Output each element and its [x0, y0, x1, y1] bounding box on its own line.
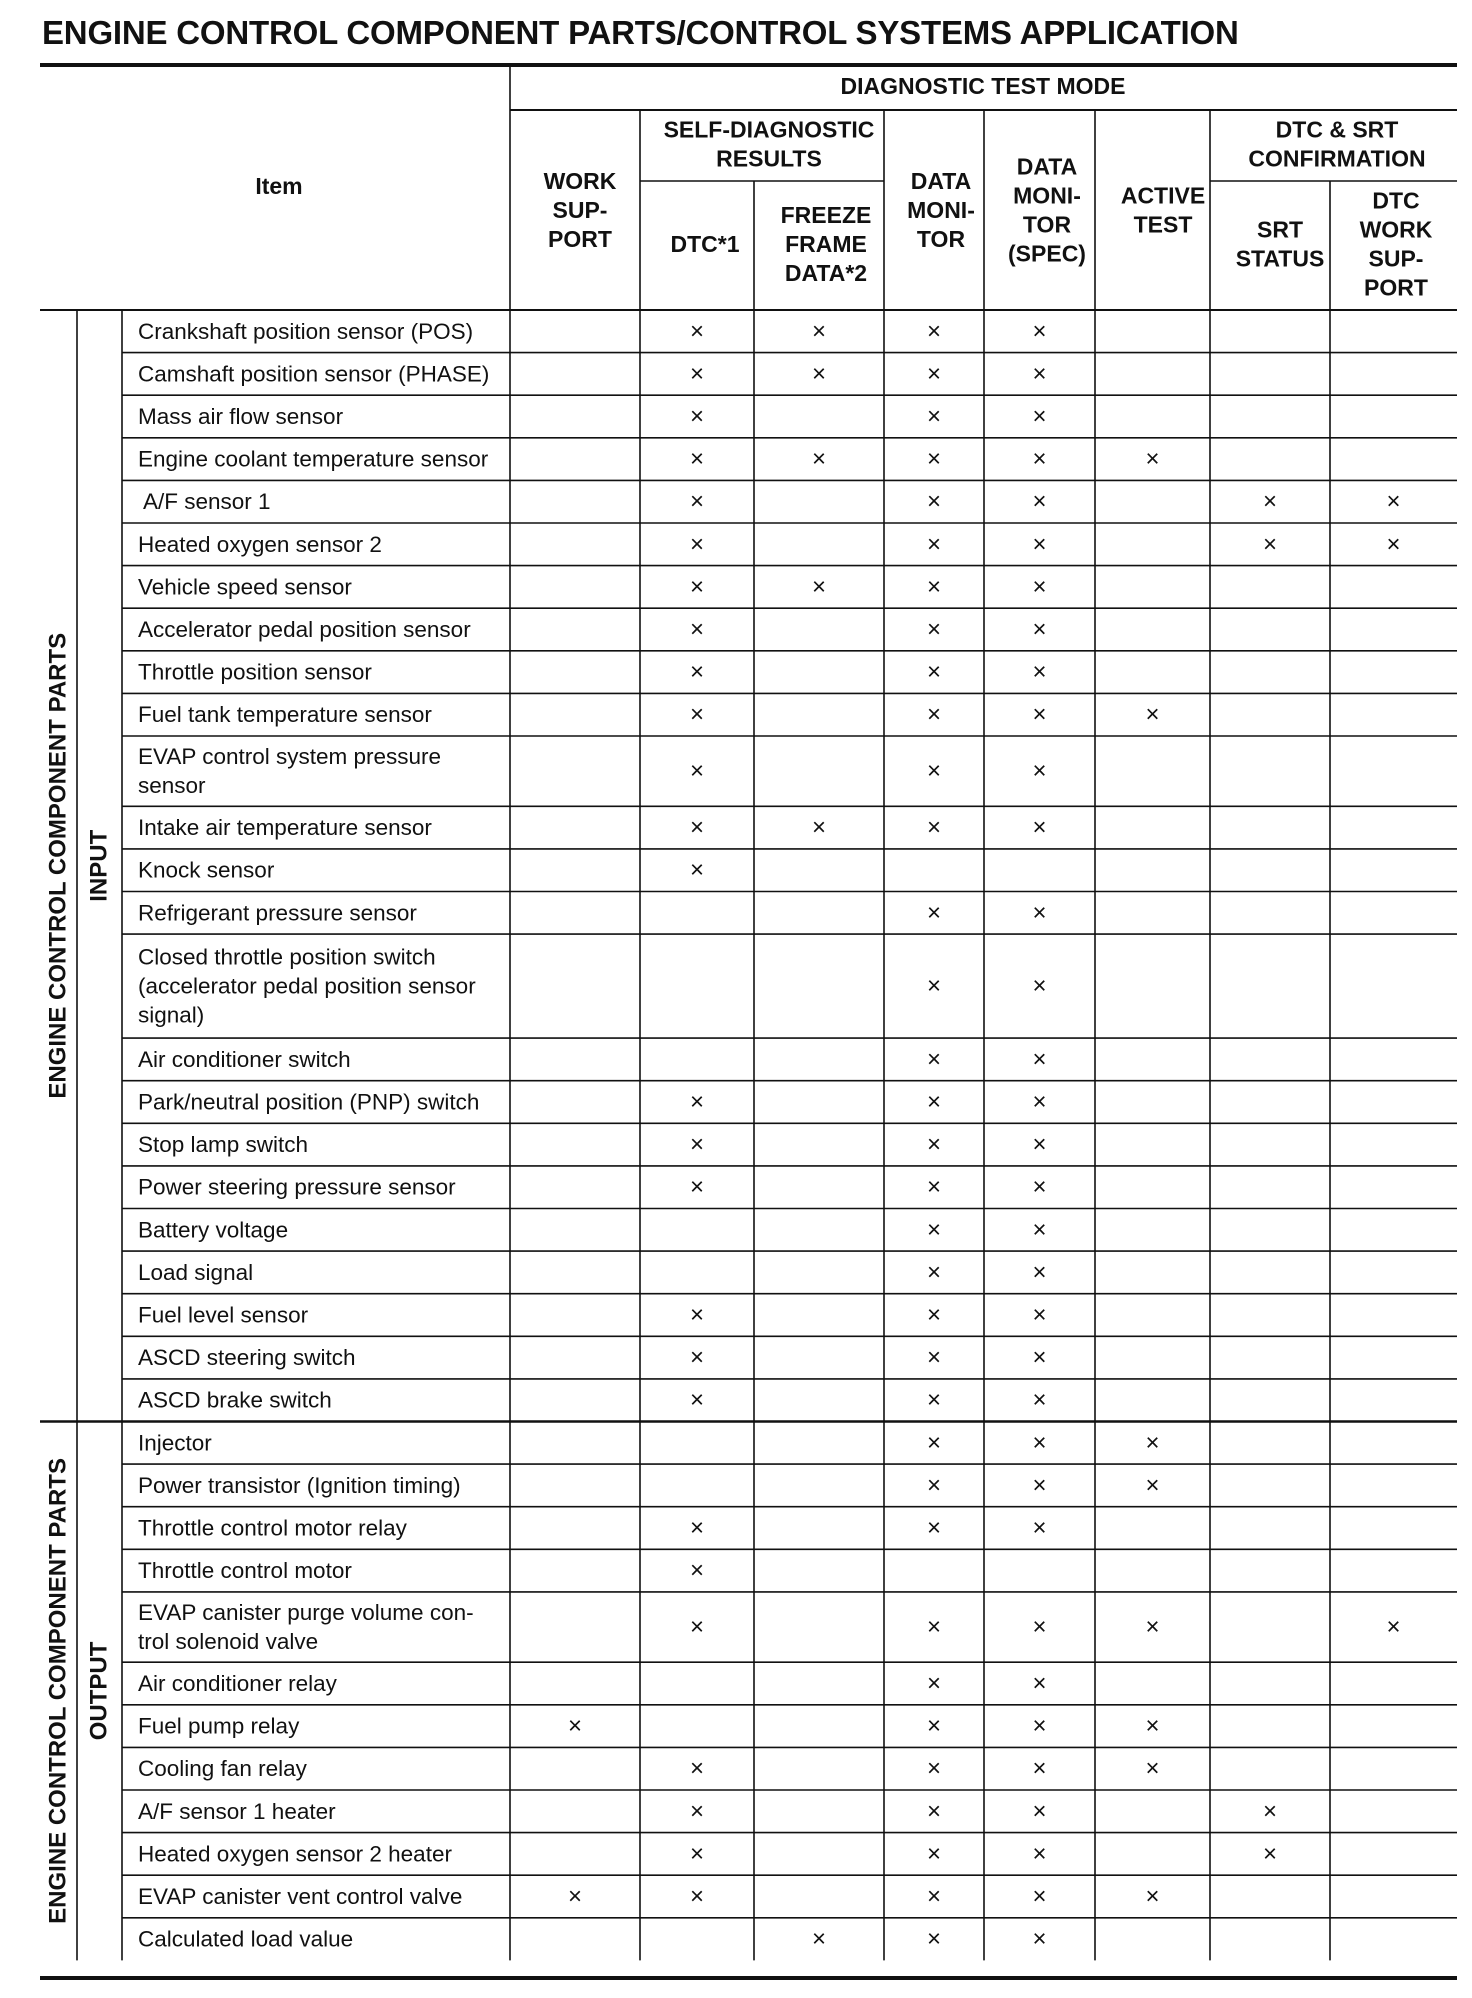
- item-label: Closed throttle position switch: [138, 944, 436, 970]
- cell-mark-data_monitor: ×: [926, 360, 942, 388]
- cell-mark-data_monitor: ×: [926, 814, 942, 842]
- cell-mark-data_monitor_spec: ×: [1032, 1131, 1047, 1159]
- cell-mark-dtc: ×: [689, 1755, 705, 1783]
- item-label: ASCD brake switch: [138, 1387, 332, 1413]
- group-label: ENGINE CONTROL COMPONENT PARTS: [44, 632, 72, 1099]
- item-label: EVAP control system pressure: [138, 744, 442, 770]
- cell-mark-data_monitor_spec: ×: [1032, 403, 1047, 430]
- cell-mark-srt_status: ×: [1262, 530, 1278, 558]
- item-label: EVAP canister purge volume con-: [138, 1600, 474, 1626]
- cell-mark-srt_status: ×: [1262, 1797, 1278, 1825]
- item-label: EVAP canister vent control valve: [138, 1884, 463, 1909]
- item-label: Load signal: [138, 1259, 254, 1285]
- item-label: Power steering pressure sensor: [138, 1174, 456, 1200]
- item-label: Air conditioner switch: [138, 1046, 351, 1072]
- cell-mark-dtc: ×: [689, 1344, 705, 1372]
- cell-mark-data_monitor: ×: [926, 1514, 942, 1542]
- header-dtc: DTC*1: [670, 231, 740, 257]
- cell-mark-data_monitor: ×: [926, 616, 942, 643]
- cell-mark-dtc: ×: [689, 814, 705, 842]
- header-dtc-work-support: DTC: [1372, 187, 1420, 214]
- cell-mark-dtc_work_support: ×: [1386, 530, 1401, 558]
- cell-mark-data_monitor_spec: ×: [1032, 1613, 1047, 1641]
- item-label: Knock sensor: [138, 857, 275, 883]
- cell-mark-data_monitor: ×: [926, 1613, 942, 1641]
- cell-mark-dtc: ×: [689, 360, 705, 388]
- cell-mark-data_monitor_spec: ×: [1032, 899, 1047, 927]
- cell-mark-data_monitor: ×: [926, 1925, 942, 1953]
- cell-mark-data_monitor: ×: [926, 701, 942, 729]
- cell-mark-data_monitor_spec: ×: [1032, 1386, 1047, 1414]
- item-label: Injector: [138, 1430, 212, 1456]
- cell-mark-data_monitor_spec: ×: [1032, 360, 1047, 388]
- cell-mark-data_monitor: ×: [926, 1258, 942, 1286]
- cell-mark-data_monitor_spec: ×: [1032, 1514, 1047, 1542]
- cell-mark-dtc: ×: [689, 445, 705, 473]
- cell-mark-data_monitor_spec: ×: [1032, 658, 1047, 686]
- header-data-monitor: DATA: [910, 168, 972, 194]
- cell-mark-data_monitor_spec: ×: [1032, 1045, 1047, 1073]
- item-label: Engine coolant temperature sensor: [138, 446, 489, 472]
- cell-mark-data_monitor: ×: [926, 1670, 942, 1697]
- cell-mark-data_monitor: ×: [926, 658, 942, 686]
- item-label: A/F sensor 1 heater: [138, 1798, 336, 1824]
- cell-mark-data_monitor_spec: ×: [1032, 1712, 1047, 1740]
- cell-mark-data_monitor: ×: [926, 445, 942, 473]
- item-label: Park/neutral position (PNP) switch: [138, 1089, 480, 1115]
- header-data-monitor-spec: TOR: [1022, 211, 1072, 238]
- header-srt-status: SRT: [1257, 216, 1303, 243]
- cell-mark-data_monitor_spec: ×: [1032, 573, 1047, 601]
- cell-mark-data_monitor: ×: [926, 530, 942, 558]
- item-label: Heated oxygen sensor 2: [138, 531, 382, 557]
- header-diagnostic-test-mode: DIAGNOSTIC TEST MODE: [840, 73, 1126, 99]
- cell-mark-freeze_frame_data: ×: [811, 814, 827, 842]
- cell-mark-data_monitor_spec: ×: [1032, 1840, 1047, 1868]
- cell-mark-dtc: ×: [689, 488, 705, 516]
- cell-mark-data_monitor: ×: [926, 1471, 942, 1499]
- cell-mark-dtc: ×: [689, 1131, 705, 1159]
- item-label: Power transistor (Ignition timing): [138, 1472, 461, 1498]
- cell-mark-data_monitor: ×: [926, 1386, 942, 1414]
- cell-mark-data_monitor: ×: [926, 1797, 942, 1825]
- header-self-diagnostic-results: RESULTS: [716, 145, 822, 172]
- cell-mark-data_monitor: ×: [926, 1712, 942, 1740]
- cell-mark-data_monitor_spec: ×: [1032, 757, 1047, 785]
- cell-mark-data_monitor: ×: [926, 972, 942, 1000]
- cell-mark-dtc_work_support: ×: [1386, 488, 1401, 516]
- bottom-rule: [40, 1976, 1457, 1980]
- header-dtc-srt-confirmation: CONFIRMATION: [1248, 145, 1426, 172]
- cell-mark-dtc: ×: [689, 1557, 705, 1585]
- header-data-monitor: TOR: [916, 226, 966, 252]
- item-label: Cooling fan relay: [138, 1756, 307, 1782]
- cell-mark-dtc: ×: [689, 1301, 705, 1329]
- cell-mark-srt_status: ×: [1262, 1840, 1278, 1868]
- cell-mark-data_monitor: ×: [926, 1216, 942, 1244]
- header-item: Item: [255, 173, 303, 199]
- cell-mark-active_test: ×: [1145, 1471, 1160, 1499]
- cell-mark-dtc: ×: [689, 701, 705, 729]
- sub-label: INPUT: [85, 829, 113, 902]
- header-active-test: TEST: [1133, 211, 1193, 238]
- header-freeze-frame-data: DATA*2: [784, 260, 868, 286]
- item-label: (accelerator pedal position sensor: [138, 973, 476, 999]
- header-dtc-work-support: PORT: [1364, 274, 1428, 301]
- cell-mark-data_monitor_spec: ×: [1032, 1258, 1047, 1286]
- cell-mark-dtc: ×: [689, 1613, 705, 1641]
- cell-mark-active_test: ×: [1145, 1712, 1160, 1740]
- header-work-support: SUP-: [552, 197, 608, 223]
- header-self-diagnostic-results: SELF-DIAGNOSTIC: [663, 116, 875, 143]
- cell-mark-freeze_frame_data: ×: [811, 445, 827, 473]
- cell-mark-data_monitor: ×: [926, 1301, 942, 1329]
- cell-mark-data_monitor: ×: [926, 488, 942, 516]
- item-label: Heated oxygen sensor 2 heater: [138, 1841, 452, 1867]
- cell-mark-active_test: ×: [1145, 1613, 1160, 1641]
- cell-mark-data_monitor_spec: ×: [1032, 1216, 1047, 1244]
- cell-mark-data_monitor: ×: [926, 1755, 942, 1783]
- header-dtc-srt-confirmation: DTC & SRT: [1275, 116, 1399, 143]
- cell-mark-data_monitor: ×: [926, 1883, 942, 1910]
- header-dtc-work-support: SUP-: [1368, 245, 1424, 272]
- header-data-monitor-spec: (SPEC): [1008, 240, 1086, 267]
- item-label: Fuel level sensor: [138, 1302, 309, 1328]
- cell-mark-data_monitor: ×: [926, 1131, 942, 1159]
- cell-mark-data_monitor_spec: ×: [1032, 1088, 1047, 1116]
- header-data-monitor-spec: DATA: [1016, 153, 1078, 180]
- header-data-monitor: MONI-: [907, 197, 975, 223]
- group-label: ENGINE CONTROL COMPONENT PARTS: [44, 1458, 72, 1924]
- header-dtc-work-support: WORK: [1359, 216, 1433, 243]
- sub-label: OUTPUT: [85, 1641, 113, 1741]
- item-label: Air conditioner relay: [138, 1671, 337, 1696]
- item-label: Throttle control motor relay: [138, 1515, 407, 1541]
- cell-mark-dtc: ×: [689, 1797, 705, 1825]
- item-label: Battery voltage: [138, 1217, 289, 1243]
- cell-mark-data_monitor_spec: ×: [1032, 1755, 1047, 1783]
- cell-mark-freeze_frame_data: ×: [811, 360, 827, 388]
- item-label: Crankshaft position sensor (POS): [138, 318, 474, 344]
- cell-mark-dtc: ×: [689, 530, 705, 558]
- cell-mark-data_monitor: ×: [926, 573, 942, 601]
- page-title: ENGINE CONTROL COMPONENT PARTS/CONTROL SYSTEMS APPLICATION: [42, 14, 1239, 51]
- header-work-support: PORT: [548, 226, 612, 252]
- cell-mark-data_monitor: ×: [926, 1840, 942, 1868]
- cell-mark-data_monitor: ×: [926, 899, 942, 927]
- cell-mark-data_monitor_spec: ×: [1032, 488, 1047, 516]
- item-label: Mass air flow sensor: [138, 404, 344, 429]
- cell-mark-data_monitor: ×: [926, 1173, 942, 1201]
- item-label: signal): [138, 1002, 205, 1028]
- cell-mark-dtc: ×: [689, 403, 705, 430]
- cell-mark-data_monitor: ×: [926, 1045, 942, 1073]
- item-label: Stop lamp switch: [138, 1132, 309, 1158]
- header-freeze-frame-data: FRAME: [785, 231, 867, 257]
- cell-mark-data_monitor_spec: ×: [1032, 972, 1047, 1000]
- cell-mark-work_support: ×: [567, 1712, 583, 1740]
- cell-mark-data_monitor_spec: ×: [1032, 1883, 1047, 1910]
- cell-mark-dtc: ×: [689, 1173, 705, 1201]
- cell-mark-dtc_work_support: ×: [1386, 1613, 1401, 1641]
- cell-mark-dtc: ×: [689, 573, 705, 601]
- header-work-support: WORK: [543, 168, 617, 194]
- item-label: Intake air temperature sensor: [138, 815, 432, 841]
- item-label: sensor: [138, 773, 206, 799]
- cell-mark-work_support: ×: [567, 1883, 583, 1910]
- cell-mark-active_test: ×: [1145, 1429, 1160, 1457]
- item-label: Calculated load value: [138, 1926, 354, 1952]
- item-label: Fuel tank temperature sensor: [138, 702, 432, 728]
- cell-mark-data_monitor: ×: [926, 757, 942, 785]
- cell-mark-dtc: ×: [689, 1883, 705, 1910]
- cell-mark-data_monitor_spec: ×: [1032, 1344, 1047, 1372]
- cell-mark-data_monitor_spec: ×: [1032, 701, 1047, 729]
- cell-mark-data_monitor_spec: ×: [1032, 530, 1047, 558]
- cell-mark-data_monitor_spec: ×: [1032, 1925, 1047, 1953]
- cell-mark-data_monitor_spec: ×: [1032, 1429, 1047, 1457]
- cell-mark-data_monitor_spec: ×: [1032, 1301, 1047, 1329]
- cell-mark-active_test: ×: [1145, 701, 1160, 729]
- cell-mark-dtc: ×: [689, 856, 705, 884]
- cell-mark-data_monitor: ×: [926, 1088, 942, 1116]
- cell-mark-dtc: ×: [689, 1840, 705, 1868]
- cell-mark-data_monitor_spec: ×: [1032, 616, 1047, 643]
- cell-mark-data_monitor_spec: ×: [1032, 1471, 1047, 1499]
- item-label: Refrigerant pressure sensor: [138, 900, 417, 926]
- cell-mark-data_monitor_spec: ×: [1032, 1173, 1047, 1201]
- item-label: Fuel pump relay: [138, 1713, 300, 1739]
- cell-mark-data_monitor_spec: ×: [1032, 814, 1047, 842]
- cell-mark-dtc: ×: [689, 1386, 705, 1414]
- cell-mark-srt_status: ×: [1262, 488, 1278, 516]
- cell-mark-dtc: ×: [689, 1088, 705, 1116]
- cell-mark-dtc: ×: [689, 317, 705, 345]
- cell-mark-active_test: ×: [1145, 1883, 1160, 1910]
- cell-mark-active_test: ×: [1145, 445, 1160, 473]
- cell-mark-dtc: ×: [689, 757, 705, 785]
- cell-mark-dtc: ×: [689, 616, 705, 643]
- cell-mark-freeze_frame_data: ×: [811, 317, 827, 345]
- header-freeze-frame-data: FREEZE: [780, 202, 872, 228]
- header-active-test: ACTIVE: [1120, 182, 1206, 209]
- item-label: Accelerator pedal position sensor: [138, 617, 471, 642]
- item-label: Vehicle speed sensor: [138, 574, 352, 600]
- cell-mark-data_monitor_spec: ×: [1032, 1797, 1047, 1825]
- item-label: Throttle position sensor: [138, 659, 372, 685]
- cell-mark-data_monitor: ×: [926, 317, 942, 345]
- item-label: A/F sensor 1: [138, 489, 271, 515]
- cell-mark-freeze_frame_data: ×: [811, 573, 827, 601]
- cell-mark-data_monitor: ×: [926, 1429, 942, 1457]
- cell-mark-freeze_frame_data: ×: [811, 1925, 827, 1953]
- item-label: Throttle control motor: [138, 1558, 352, 1584]
- item-label: trol solenoid valve: [138, 1629, 319, 1655]
- cell-mark-data_monitor_spec: ×: [1032, 1670, 1047, 1697]
- header-data-monitor-spec: MONI-: [1013, 182, 1081, 209]
- item-label: Camshaft position sensor (PHASE): [138, 361, 490, 387]
- cell-mark-active_test: ×: [1145, 1755, 1160, 1783]
- cell-mark-dtc: ×: [689, 1514, 705, 1542]
- cell-mark-dtc: ×: [689, 658, 705, 686]
- cell-mark-data_monitor_spec: ×: [1032, 317, 1047, 345]
- header-srt-status: STATUS: [1235, 245, 1325, 272]
- cell-mark-data_monitor: ×: [926, 403, 942, 430]
- item-label: ASCD steering switch: [138, 1345, 356, 1371]
- cell-mark-data_monitor: ×: [926, 1344, 942, 1372]
- cell-mark-data_monitor_spec: ×: [1032, 445, 1047, 473]
